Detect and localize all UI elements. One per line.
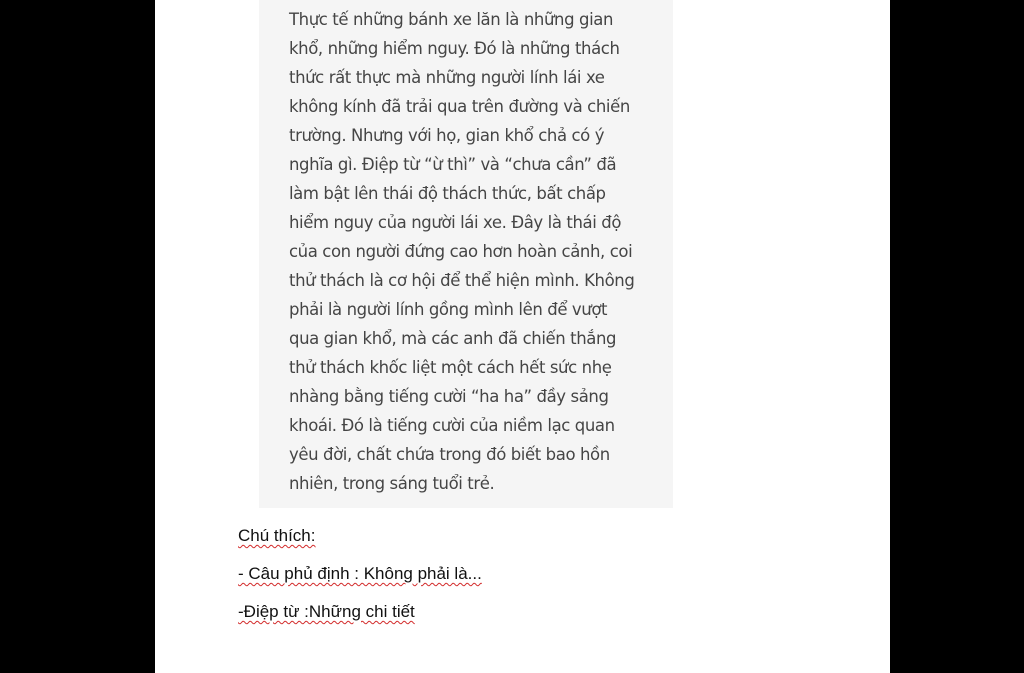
- quote-line: Thực tế những bánh xe lăn là những gian: [289, 10, 614, 29]
- note-item-text: -Điệp từ :Những chi tiết: [238, 602, 415, 621]
- note-item-repetition: [238, 596, 838, 634]
- quote-line: của con người đứng cao hơn hoàn cảnh, coi: [289, 242, 633, 261]
- notes-section: [238, 520, 838, 634]
- quote-line: hiểm nguy của người lái xe. Đây là thái độ: [289, 213, 622, 232]
- quote-line: thử thách là cơ hội để thể hiện mình. Không: [289, 271, 635, 290]
- quote-line: thức rất thực mà những người lính lái xe: [289, 68, 605, 87]
- quote-box: [259, 0, 673, 508]
- note-item-text: - Câu phủ định : Không phải là...: [238, 564, 482, 583]
- quote-line: không kính đã trải qua trên đường và chiến: [289, 97, 630, 116]
- quote-line: trường. Nhưng với họ, gian khổ chả có ý: [289, 126, 605, 145]
- quote-line: nhiên, trong sáng tuổi trẻ.: [289, 474, 495, 493]
- quote-line: phải là người lính gồng mình lên để vượt: [289, 300, 608, 319]
- quote-line: yêu đời, chất chứa trong đó biết bao hồn: [289, 445, 610, 464]
- quote-line: làm bật lên thái độ thách thức, bất chấp: [289, 184, 606, 203]
- notes-heading-text: Chú thích:: [238, 526, 316, 545]
- note-item-negation: [238, 558, 838, 596]
- quote-line: khoái. Đó là tiếng cười của niềm lạc quan: [289, 416, 615, 435]
- quote-line: qua gian khổ, mà các anh đã chiến thắng: [289, 329, 617, 348]
- notes-heading: [238, 520, 838, 558]
- quote-paragraph: [289, 5, 669, 498]
- quote-line: nhàng bằng tiếng cười “ha ha” đầy sảng: [289, 387, 609, 406]
- quote-line: khổ, những hiểm nguy. Đó là những thách: [289, 39, 620, 58]
- document-page: [155, 0, 890, 673]
- quote-line: nghĩa gì. Điệp từ “ừ thì” và “chưa cần” đã: [289, 155, 617, 174]
- quote-line: thử thách khốc liệt một cách hết sức nhẹ: [289, 358, 612, 377]
